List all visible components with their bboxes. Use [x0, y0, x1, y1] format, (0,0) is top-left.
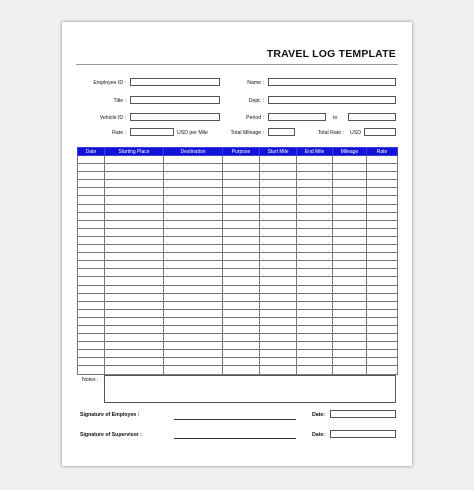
table-cell[interactable] [78, 293, 105, 301]
table-cell[interactable] [164, 261, 223, 269]
table-cell[interactable] [260, 334, 297, 342]
table-cell[interactable] [78, 180, 105, 188]
table-cell[interactable] [333, 301, 367, 309]
table-cell[interactable] [223, 236, 260, 244]
table-cell[interactable] [223, 261, 260, 269]
table-cell[interactable] [367, 342, 398, 350]
table-cell[interactable] [223, 293, 260, 301]
table-cell[interactable] [260, 277, 297, 285]
col-header-end-mile: End Mile [297, 148, 333, 156]
table-cell[interactable] [367, 261, 398, 269]
table-cell[interactable] [260, 366, 297, 374]
table-cell[interactable] [297, 220, 333, 228]
table-cell[interactable] [297, 212, 333, 220]
travel-log-sheet [62, 22, 412, 466]
table-cell[interactable] [164, 350, 223, 358]
table-row [78, 325, 398, 333]
table-cell[interactable] [260, 212, 297, 220]
col-header-start-mile: Start Mile [260, 148, 297, 156]
table-cell[interactable] [78, 317, 105, 325]
table-cell[interactable] [260, 180, 297, 188]
table-cell[interactable] [105, 334, 164, 342]
table-row [78, 172, 398, 180]
table-cell[interactable] [105, 277, 164, 285]
table-cell[interactable] [164, 180, 223, 188]
table-cell[interactable] [260, 285, 297, 293]
supervisor-date-field[interactable] [330, 430, 396, 438]
table-cell[interactable] [223, 334, 260, 342]
table-cell[interactable] [367, 253, 398, 261]
title-divider [76, 64, 398, 65]
table-row [78, 164, 398, 172]
table-cell[interactable] [297, 285, 333, 293]
table-cell[interactable] [333, 204, 367, 212]
notes-label: Notes : [82, 377, 99, 383]
table-cell[interactable] [223, 366, 260, 374]
table-row [78, 253, 398, 261]
total-mileage-field[interactable] [268, 128, 295, 136]
table-cell[interactable] [105, 212, 164, 220]
table-cell[interactable] [333, 309, 367, 317]
table-cell[interactable] [223, 188, 260, 196]
table-cell[interactable] [297, 269, 333, 277]
table-cell[interactable] [367, 228, 398, 236]
notes-field[interactable] [104, 375, 396, 403]
table-cell[interactable] [78, 253, 105, 261]
table-cell[interactable] [78, 366, 105, 374]
table-cell[interactable] [105, 220, 164, 228]
table-cell[interactable] [367, 188, 398, 196]
table-cell[interactable] [78, 301, 105, 309]
table-cell[interactable] [260, 253, 297, 261]
vehicle-id-field[interactable] [130, 113, 220, 121]
table-row [78, 236, 398, 244]
table-cell[interactable] [223, 350, 260, 358]
table-cell[interactable] [105, 204, 164, 212]
table-cell[interactable] [105, 164, 164, 172]
table-cell[interactable] [297, 301, 333, 309]
table-cell[interactable] [367, 269, 398, 277]
rate-field[interactable] [130, 128, 174, 136]
table-cell[interactable] [164, 317, 223, 325]
table-cell[interactable] [297, 253, 333, 261]
total-rate-field[interactable] [364, 128, 396, 136]
employee-date-field[interactable] [330, 410, 396, 418]
table-row [78, 301, 398, 309]
table-cell[interactable] [367, 325, 398, 333]
table-cell[interactable] [297, 350, 333, 358]
usd-label: USD [350, 130, 361, 136]
table-cell[interactable] [367, 156, 398, 164]
table-cell[interactable] [297, 204, 333, 212]
table-cell[interactable] [297, 317, 333, 325]
table-cell[interactable] [223, 204, 260, 212]
table-cell[interactable] [78, 269, 105, 277]
table-cell[interactable] [333, 325, 367, 333]
table-cell[interactable] [78, 325, 105, 333]
table-cell[interactable] [164, 245, 223, 253]
table-body [78, 156, 398, 375]
table-row [78, 277, 398, 285]
total-mileage-label: Total Mileage : [230, 130, 264, 136]
usd-per-mile-label: USD per Mile [177, 130, 208, 136]
table-cell[interactable] [164, 156, 223, 164]
table-cell[interactable] [105, 366, 164, 374]
table-cell[interactable] [223, 228, 260, 236]
table-cell[interactable] [164, 325, 223, 333]
table-cell[interactable] [297, 228, 333, 236]
table-cell[interactable] [333, 245, 367, 253]
table-cell[interactable] [78, 358, 105, 366]
table-cell[interactable] [164, 285, 223, 293]
table-cell[interactable] [367, 366, 398, 374]
table-row [78, 309, 398, 317]
table-cell[interactable] [78, 350, 105, 358]
table-cell[interactable] [260, 228, 297, 236]
table-cell[interactable] [297, 342, 333, 350]
table-cell[interactable] [223, 245, 260, 253]
table-cell[interactable] [164, 301, 223, 309]
table-cell[interactable] [164, 236, 223, 244]
table-cell[interactable] [297, 277, 333, 285]
table-cell[interactable] [164, 309, 223, 317]
table-cell[interactable] [297, 164, 333, 172]
table-cell[interactable] [297, 334, 333, 342]
table-cell[interactable] [260, 342, 297, 350]
table-cell[interactable] [333, 212, 367, 220]
table-cell[interactable] [105, 236, 164, 244]
table-cell[interactable] [297, 366, 333, 374]
table-cell[interactable] [260, 172, 297, 180]
table-cell[interactable] [260, 204, 297, 212]
table-cell[interactable] [367, 180, 398, 188]
table-cell[interactable] [223, 309, 260, 317]
table-cell[interactable] [333, 342, 367, 350]
table-cell[interactable] [105, 261, 164, 269]
table-cell[interactable] [333, 196, 367, 204]
table-cell[interactable] [297, 245, 333, 253]
table-cell[interactable] [105, 245, 164, 253]
table-cell[interactable] [297, 236, 333, 244]
table-cell[interactable] [260, 350, 297, 358]
table-cell[interactable] [367, 204, 398, 212]
table-cell[interactable] [333, 269, 367, 277]
table-cell[interactable] [260, 196, 297, 204]
table-cell[interactable] [367, 277, 398, 285]
table-cell[interactable] [223, 156, 260, 164]
period-start-field[interactable] [268, 113, 326, 121]
table-cell[interactable] [223, 196, 260, 204]
table-cell[interactable] [78, 245, 105, 253]
table-cell[interactable] [297, 180, 333, 188]
period-to-label: to [333, 115, 338, 121]
title-field[interactable] [130, 96, 220, 104]
name-field[interactable] [268, 78, 396, 86]
table-cell[interactable] [333, 366, 367, 374]
table-cell[interactable] [105, 285, 164, 293]
table-cell[interactable] [367, 172, 398, 180]
table-cell[interactable] [367, 301, 398, 309]
table-cell[interactable] [297, 358, 333, 366]
table-cell[interactable] [367, 196, 398, 204]
table-cell[interactable] [78, 212, 105, 220]
table-cell[interactable] [333, 253, 367, 261]
table-cell[interactable] [260, 245, 297, 253]
col-header-starting-place: Starting Place [105, 148, 164, 156]
table-cell[interactable] [333, 156, 367, 164]
table-row [78, 196, 398, 204]
table-cell[interactable] [297, 261, 333, 269]
table-cell[interactable] [297, 325, 333, 333]
table-cell[interactable] [367, 220, 398, 228]
employee-id-field[interactable] [130, 78, 220, 86]
table-cell[interactable] [260, 301, 297, 309]
table-cell[interactable] [333, 293, 367, 301]
table-row [78, 245, 398, 253]
table-row [78, 285, 398, 293]
table-cell[interactable] [223, 325, 260, 333]
table-cell[interactable] [78, 342, 105, 350]
table-cell[interactable] [333, 236, 367, 244]
col-header-destination: Destination [164, 148, 223, 156]
table-cell[interactable] [78, 188, 105, 196]
table-cell[interactable] [367, 309, 398, 317]
table-cell[interactable] [78, 236, 105, 244]
table-cell[interactable] [164, 196, 223, 204]
table-cell[interactable] [260, 261, 297, 269]
table-cell[interactable] [333, 285, 367, 293]
table-cell[interactable] [164, 342, 223, 350]
vehicle-id-label: Vehicle ID : [99, 115, 126, 121]
table-cell[interactable] [333, 188, 367, 196]
col-header-rate: Rate [367, 148, 398, 156]
table-cell[interactable] [223, 301, 260, 309]
total-rate-label: Total Rate : [317, 130, 344, 136]
table-cell[interactable] [164, 253, 223, 261]
table-cell[interactable] [367, 285, 398, 293]
table-cell[interactable] [164, 366, 223, 374]
table-row [78, 261, 398, 269]
table-cell[interactable] [333, 277, 367, 285]
table-cell[interactable] [333, 350, 367, 358]
col-header-purpose: Purpose [223, 148, 260, 156]
table-cell[interactable] [367, 164, 398, 172]
table-row [78, 317, 398, 325]
table-cell[interactable] [223, 269, 260, 277]
table-cell[interactable] [164, 172, 223, 180]
table-cell[interactable] [223, 317, 260, 325]
table-cell[interactable] [223, 277, 260, 285]
table-row [78, 366, 398, 374]
table-cell[interactable] [78, 261, 105, 269]
table-row [78, 204, 398, 212]
table-cell[interactable] [78, 156, 105, 164]
table-cell[interactable] [78, 220, 105, 228]
table-cell[interactable] [367, 350, 398, 358]
table-cell[interactable] [333, 180, 367, 188]
employee-signature-label: Signature of Employee : [80, 412, 140, 418]
table-cell[interactable] [297, 172, 333, 180]
table-cell[interactable] [78, 309, 105, 317]
table-cell[interactable] [105, 301, 164, 309]
table-cell[interactable] [260, 358, 297, 366]
table-cell[interactable] [78, 277, 105, 285]
table-cell[interactable] [223, 212, 260, 220]
table-cell[interactable] [333, 334, 367, 342]
period-end-field[interactable] [348, 113, 396, 121]
col-header-mileage: Mileage [333, 148, 367, 156]
table-cell[interactable] [297, 309, 333, 317]
dept-field[interactable] [268, 96, 396, 104]
table-cell[interactable] [164, 228, 223, 236]
table-cell[interactable] [105, 309, 164, 317]
table-cell[interactable] [164, 204, 223, 212]
table-cell[interactable] [105, 269, 164, 277]
table-row [78, 180, 398, 188]
table-cell[interactable] [223, 285, 260, 293]
table-row [78, 269, 398, 277]
supervisor-signature-line[interactable] [174, 438, 296, 439]
table-cell[interactable] [297, 196, 333, 204]
table-cell[interactable] [260, 188, 297, 196]
table-cell[interactable] [164, 358, 223, 366]
table-cell[interactable] [367, 358, 398, 366]
table-cell[interactable] [105, 350, 164, 358]
table-cell[interactable] [78, 172, 105, 180]
table-cell[interactable] [367, 236, 398, 244]
table-cell[interactable] [105, 317, 164, 325]
table-row [78, 334, 398, 342]
table-cell[interactable] [105, 325, 164, 333]
table-cell[interactable] [78, 228, 105, 236]
table-cell[interactable] [260, 269, 297, 277]
table-cell[interactable] [367, 212, 398, 220]
table-cell[interactable] [223, 358, 260, 366]
table-cell[interactable] [260, 164, 297, 172]
table-cell[interactable] [260, 325, 297, 333]
table-cell[interactable] [105, 293, 164, 301]
table-cell[interactable] [260, 236, 297, 244]
table-cell[interactable] [367, 334, 398, 342]
table-cell[interactable] [297, 156, 333, 164]
table-cell[interactable] [164, 269, 223, 277]
col-header-date: Date [78, 148, 105, 156]
supervisor-signature-label: Signature of Supervisor : [80, 432, 142, 438]
table-cell[interactable] [105, 228, 164, 236]
table-cell[interactable] [105, 156, 164, 164]
table-cell[interactable] [164, 334, 223, 342]
rate-label: Rate : [112, 130, 126, 136]
table-cell[interactable] [223, 164, 260, 172]
table-cell[interactable] [333, 261, 367, 269]
table-row [78, 358, 398, 366]
table-cell[interactable] [333, 172, 367, 180]
table-cell[interactable] [105, 172, 164, 180]
table-cell[interactable] [367, 245, 398, 253]
table-cell[interactable] [223, 220, 260, 228]
table-cell[interactable] [223, 253, 260, 261]
table-cell[interactable] [260, 156, 297, 164]
table-header-row [78, 148, 398, 156]
table-cell[interactable] [164, 188, 223, 196]
table-cell[interactable] [223, 342, 260, 350]
table-cell[interactable] [260, 309, 297, 317]
table-row [78, 156, 398, 164]
table-cell[interactable] [333, 164, 367, 172]
table-cell[interactable] [223, 172, 260, 180]
table-row [78, 293, 398, 301]
table-cell[interactable] [78, 334, 105, 342]
table-cell[interactable] [333, 317, 367, 325]
period-label: Period : [246, 115, 264, 121]
table-row [78, 228, 398, 236]
name-label: Name : [247, 80, 264, 86]
table-cell[interactable] [164, 220, 223, 228]
supervisor-date-label: Date: [312, 432, 325, 438]
table-cell[interactable] [164, 212, 223, 220]
table-cell[interactable] [367, 293, 398, 301]
table-cell[interactable] [105, 358, 164, 366]
table-cell[interactable] [367, 317, 398, 325]
table-cell[interactable] [333, 358, 367, 366]
table-cell[interactable] [105, 342, 164, 350]
table-row [78, 188, 398, 196]
employee-signature-line[interactable] [174, 419, 296, 420]
table-cell[interactable] [105, 180, 164, 188]
table-cell[interactable] [105, 188, 164, 196]
table-cell[interactable] [78, 164, 105, 172]
document-title: TRAVEL LOG TEMPLATE [266, 48, 396, 60]
table-cell[interactable] [297, 188, 333, 196]
table-cell[interactable] [105, 196, 164, 204]
table-cell[interactable] [260, 293, 297, 301]
dept-label: Dept. : [248, 98, 264, 104]
table-row [78, 220, 398, 228]
table-cell[interactable] [260, 317, 297, 325]
table-cell[interactable] [223, 180, 260, 188]
table-cell[interactable] [105, 253, 164, 261]
table-cell[interactable] [78, 204, 105, 212]
table-cell[interactable] [164, 293, 223, 301]
table-cell[interactable] [297, 293, 333, 301]
travel-log-table [77, 147, 398, 375]
table-cell[interactable] [260, 220, 297, 228]
employee-date-label: Date: [312, 412, 325, 418]
table-row [78, 212, 398, 220]
table-cell[interactable] [333, 228, 367, 236]
table-cell[interactable] [78, 285, 105, 293]
table-row [78, 342, 398, 350]
table-cell[interactable] [78, 196, 105, 204]
employee-id-label: Employee ID : [93, 80, 126, 86]
table-cell[interactable] [164, 164, 223, 172]
title-label: Title : [113, 98, 126, 104]
table-cell[interactable] [333, 220, 367, 228]
table-row [78, 350, 398, 358]
table-cell[interactable] [164, 277, 223, 285]
